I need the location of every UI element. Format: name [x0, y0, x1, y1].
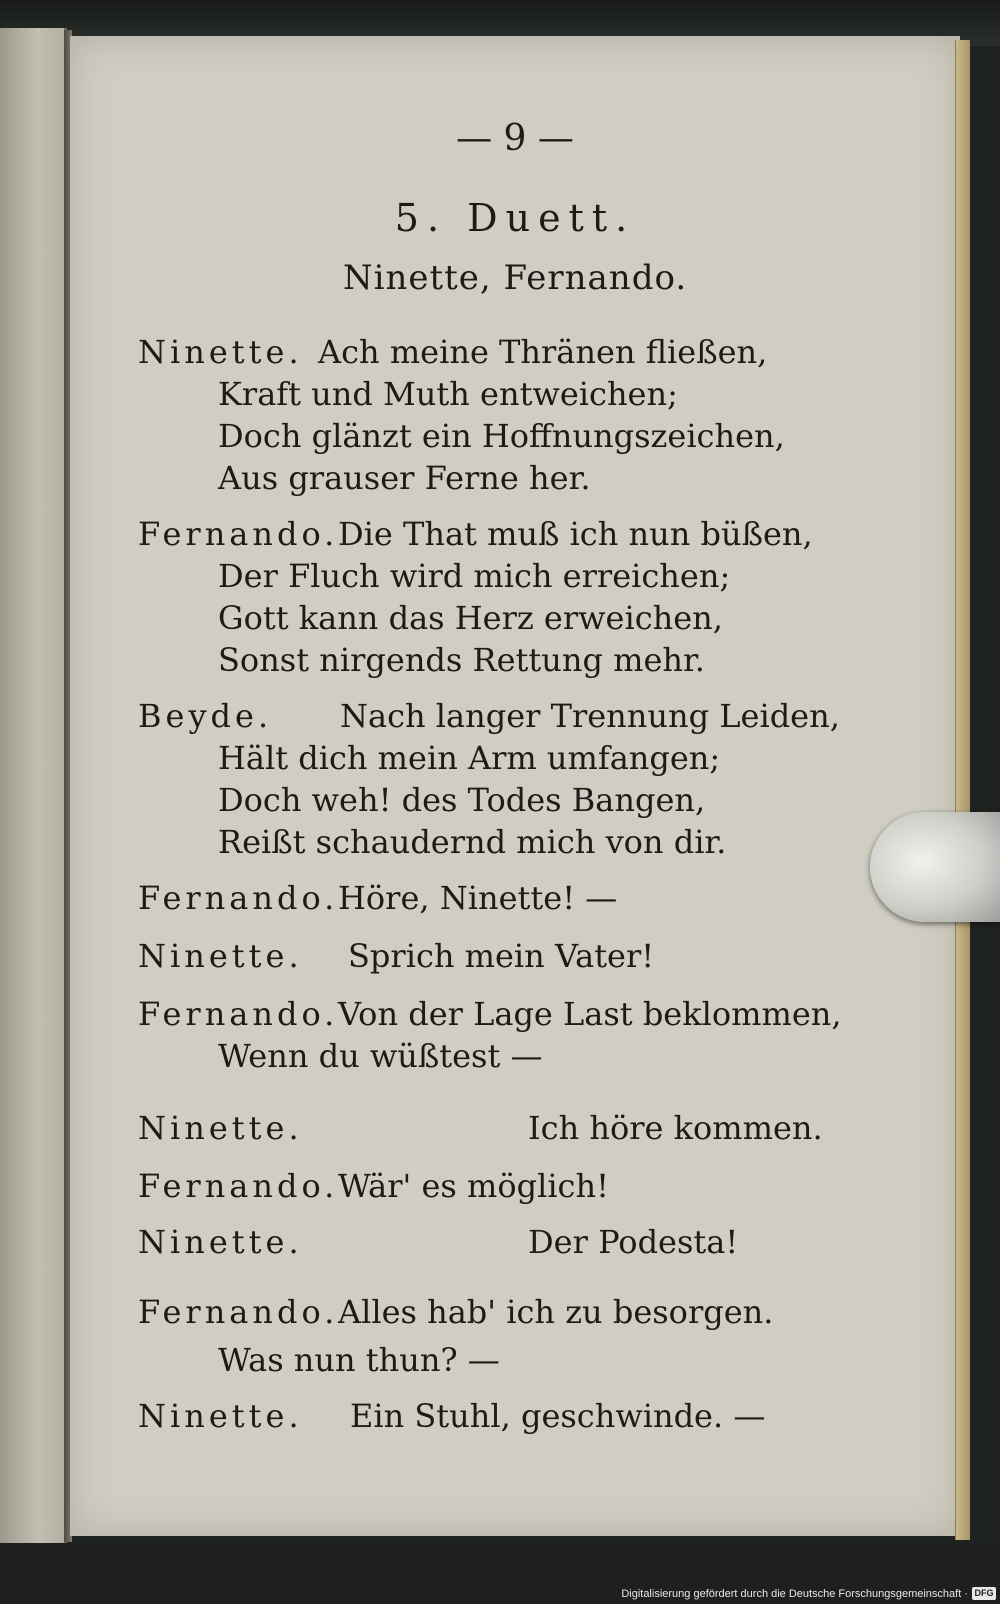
facing-page-edge: [0, 28, 67, 1543]
speaker-label: Ninette.: [138, 937, 303, 975]
verse-line: Sonst nirgends Rettung mehr.: [218, 641, 705, 679]
speaker-label: Fernando.: [138, 515, 339, 553]
verse-line: Nach langer Trennung Leiden,: [340, 697, 840, 735]
verse-line: Alles hab' ich zu besorgen.: [338, 1293, 774, 1331]
verse-line: Reißt schaudernd mich von dir.: [218, 823, 727, 861]
verse-line: Von der Lage Last beklommen,: [338, 995, 842, 1033]
verse-line: Ein Stuhl, geschwinde. —: [350, 1397, 766, 1435]
verse-line: Hält dich mein Arm umfangen;: [218, 739, 721, 777]
verse-line: Wär' es möglich!: [338, 1167, 609, 1205]
speaker-label: Fernando.: [138, 995, 339, 1033]
page-number: — 9 —: [456, 118, 574, 159]
verse-line: Was nun thun? —: [218, 1341, 500, 1379]
speaker-label: Ninette.: [138, 333, 303, 371]
speaker-label: Fernando.: [138, 1167, 339, 1205]
verse-line: Kraft und Muth entweichen;: [218, 375, 678, 413]
verse-line: Die That muß ich nun büßen,: [338, 515, 813, 553]
verse-line: Sprich mein Vater!: [348, 937, 655, 975]
speaker-label: Ninette.: [138, 1109, 303, 1147]
characters-heading: Ninette, Fernando.: [342, 258, 688, 298]
verse-line: Doch weh! des Todes Bangen,: [218, 781, 706, 819]
verse-line: Der Fluch wird mich erreichen;: [218, 557, 731, 595]
verse-line: Ach meine Thränen fließen,: [318, 333, 768, 371]
verse-line: Der Podesta!: [528, 1223, 739, 1261]
scanner-clip: [870, 812, 1000, 922]
speaker-label: Fernando.: [138, 879, 339, 917]
funding-credit: Digitalisierung gefördert durch die Deutsche Forschungsgemeinschaft ·: [621, 1588, 968, 1600]
speaker-label: Ninette.: [138, 1223, 303, 1261]
verse-line: Höre, Ninette! —: [338, 879, 618, 917]
section-heading: 5. Duett.: [394, 196, 636, 240]
verse-line: Doch glänzt ein Hoffnungszeichen,: [218, 417, 785, 455]
dfg-logo: DFG: [972, 1587, 996, 1600]
verse-line: Ich höre kommen.: [528, 1109, 823, 1147]
verse-line: Aus grauser Ferne her.: [218, 459, 591, 497]
speaker-label: Beyde.: [138, 697, 273, 735]
verse-line: Wenn du wüßtest —: [218, 1037, 543, 1075]
speaker-label: Ninette.: [138, 1397, 303, 1435]
verse-line: Gott kann das Herz erweichen,: [218, 599, 723, 637]
speaker-label: Fernando.: [138, 1293, 339, 1331]
